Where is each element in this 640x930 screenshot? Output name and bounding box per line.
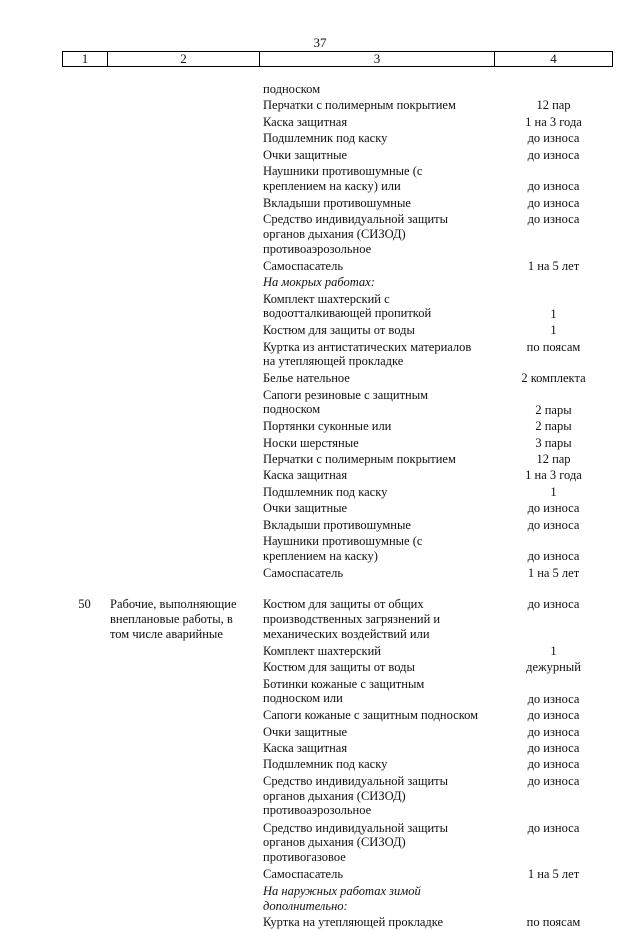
item-name xyxy=(263,196,493,211)
item-name xyxy=(263,371,493,386)
item-name xyxy=(263,821,493,865)
item-line: Перчатки с полимерным покрытием xyxy=(263,452,456,466)
item-line: Самоспасатель xyxy=(263,565,344,580)
row-number: 50 xyxy=(78,597,91,611)
item-line: Перчатки с полимерным покрытием xyxy=(263,98,456,113)
item-line: дополнительно: xyxy=(263,898,348,913)
item-line: Портянки суконные или xyxy=(263,419,392,434)
item-line: Подшлемник под каску xyxy=(263,484,388,499)
item-line: Средство индивидуальной защиты xyxy=(263,212,449,226)
issue-norm: 1 xyxy=(550,484,557,499)
issue-norm: до износа xyxy=(527,147,580,162)
item-line: на утепляющей прокладке xyxy=(263,354,404,369)
item-line: Комплект шахтерский xyxy=(263,643,381,658)
item-name xyxy=(263,292,493,322)
header-col-4: 4 xyxy=(550,51,557,66)
issue-norm: 1 на 5 лет xyxy=(527,258,580,273)
issue-norm: по поясам xyxy=(526,915,581,930)
issue-norm: до износа xyxy=(527,773,580,788)
header-col-3: 3 xyxy=(260,52,495,66)
item-line: Очки защитные xyxy=(263,501,348,516)
issue-norm: 1 на 5 лет xyxy=(527,867,580,882)
item-line: Самоспасатель xyxy=(263,867,344,882)
item-name xyxy=(263,757,493,772)
item-line: Подшлемник под каску xyxy=(263,131,388,146)
issue-norm: до износа xyxy=(527,131,580,146)
item-name xyxy=(263,597,493,641)
item-line: подноском или xyxy=(263,691,343,706)
item-name xyxy=(263,323,493,338)
item-line: Очки защитные xyxy=(263,724,348,739)
item-line: Каска защитная xyxy=(263,741,348,755)
issue-norm: до износа xyxy=(527,708,580,723)
issue-norm: до износа xyxy=(527,820,580,835)
item-line: Куртка на утепляющей прокладке xyxy=(263,915,444,930)
issue-norm: 2 комплекта xyxy=(521,371,586,386)
item-line: органов дыхания (СИЗОД) xyxy=(263,788,406,803)
item-name xyxy=(263,501,493,516)
item-line: Куртка из антистатических материалов xyxy=(263,339,472,354)
item-line: Носки шерстяные xyxy=(263,435,359,450)
item-line: Вкладыши противошумные xyxy=(263,195,411,210)
issue-norm: 1 xyxy=(550,643,557,658)
item-line: подноском xyxy=(263,82,321,96)
issue-norm: дежурный xyxy=(526,660,581,675)
item-name xyxy=(263,452,493,467)
item-name xyxy=(263,774,493,818)
item-name xyxy=(263,534,493,564)
item-line: органов дыхания (СИЗОД) xyxy=(263,835,406,850)
issue-norm: до износа xyxy=(527,179,580,194)
issue-norm: по поясам xyxy=(526,339,581,354)
item-name xyxy=(263,131,493,146)
item-line: Костюм для защиты от воды xyxy=(263,323,415,338)
item-line: Наушники противошумные (с xyxy=(263,164,423,178)
item-name xyxy=(263,518,493,533)
item-name xyxy=(263,164,493,194)
item-name xyxy=(263,259,493,274)
issue-norm: 2 пары xyxy=(535,402,572,417)
item-name xyxy=(263,644,493,659)
issue-norm: до износа xyxy=(527,757,580,772)
issue-norm: до износа xyxy=(527,724,580,739)
page-number: 37 xyxy=(313,35,327,50)
item-name xyxy=(263,867,493,882)
issue-norm: до износа xyxy=(527,549,580,564)
item-line: креплением на каску) или xyxy=(263,178,401,193)
item-line: Костюм для защиты от воды xyxy=(263,660,415,675)
item-name xyxy=(263,468,493,483)
item-name xyxy=(263,436,493,451)
item-line: Средство индивидуальной защиты xyxy=(263,820,449,835)
item-line: противоаэрозольное xyxy=(263,241,372,256)
item-name xyxy=(263,677,493,707)
issue-norm: 1 xyxy=(550,323,557,338)
issue-norm: до износа xyxy=(527,597,580,611)
item-line: Комплект шахтерский с xyxy=(263,291,390,306)
item-line: Ботинки кожаные с защитным xyxy=(263,676,425,691)
issue-norm: 1 xyxy=(550,306,557,321)
header-col-2: 2 xyxy=(108,52,260,66)
item-name xyxy=(263,884,493,914)
item-line: Вкладыши противошумные xyxy=(263,517,411,532)
item-name xyxy=(263,660,493,675)
item-line: Сапоги кожаные с защитным подноском xyxy=(263,708,479,723)
issue-norm: 1 на 3 года xyxy=(525,468,582,483)
worker-category-line: том числе аварийные xyxy=(110,626,223,641)
issue-norm: до износа xyxy=(527,741,580,755)
item-line: креплением на каску) xyxy=(263,548,378,563)
item-name xyxy=(263,82,493,97)
worker-category-line: Рабочие, выполняющие xyxy=(110,597,237,611)
item-name xyxy=(263,212,493,256)
item-line: противогазовое xyxy=(263,850,346,865)
issue-norm: до износа xyxy=(527,212,580,226)
item-line: Самоспасатель xyxy=(263,258,344,273)
issue-norm: 2 пары xyxy=(535,419,572,434)
item-name xyxy=(263,915,493,930)
item-line: водоотталкивающей пропиткой xyxy=(263,306,432,321)
worker-category-line: внеплановые работы, в xyxy=(110,611,233,626)
item-line: На наружных работах зимой xyxy=(263,883,421,898)
issue-norm: до износа xyxy=(527,195,580,210)
issue-norm: 12 пар xyxy=(536,452,571,466)
issue-norm: 3 пары xyxy=(535,435,572,450)
item-line: органов дыхания (СИЗОД) xyxy=(263,226,406,241)
issue-norm: до износа xyxy=(527,517,580,532)
header-col-1: 1 xyxy=(63,52,108,66)
issue-norm: 1 на 3 года xyxy=(525,114,582,129)
item-line: механических воздействий или xyxy=(263,626,430,641)
item-name xyxy=(263,148,493,163)
issue-norm: 1 на 5 лет xyxy=(527,565,580,580)
item-name xyxy=(263,340,493,370)
item-name xyxy=(263,741,493,756)
item-line: Сапоги резиновые с защитным xyxy=(263,387,429,402)
item-line: Белье нательное xyxy=(263,371,350,386)
item-name xyxy=(263,419,493,434)
item-name xyxy=(263,485,493,500)
issue-norm: до износа xyxy=(527,501,580,516)
item-name xyxy=(263,708,493,723)
issue-norm: 12 пар xyxy=(536,98,571,113)
item-line: Костюм для защиты от общих xyxy=(263,597,424,611)
item-name xyxy=(263,566,493,581)
item-line: Средство индивидуальной защиты xyxy=(263,773,449,788)
item-line: Каска защитная xyxy=(263,114,348,129)
worker-category xyxy=(110,597,260,641)
item-name xyxy=(263,275,493,290)
item-line: Наушники противошумные (с xyxy=(263,534,423,548)
item-line: Каска защитная xyxy=(263,468,348,483)
issue-norm: до износа xyxy=(527,691,580,706)
item-line: противоаэрозольное xyxy=(263,803,372,818)
item-name xyxy=(263,725,493,740)
item-name xyxy=(263,115,493,130)
item-line: подноском xyxy=(263,402,321,417)
item-line: Подшлемник под каску xyxy=(263,757,388,772)
item-line: Очки защитные xyxy=(263,147,348,162)
item-line: производственных загрязнений и xyxy=(263,611,441,626)
item-name xyxy=(263,388,493,418)
item-name xyxy=(263,98,493,113)
item-line: На мокрых работах: xyxy=(263,275,375,290)
